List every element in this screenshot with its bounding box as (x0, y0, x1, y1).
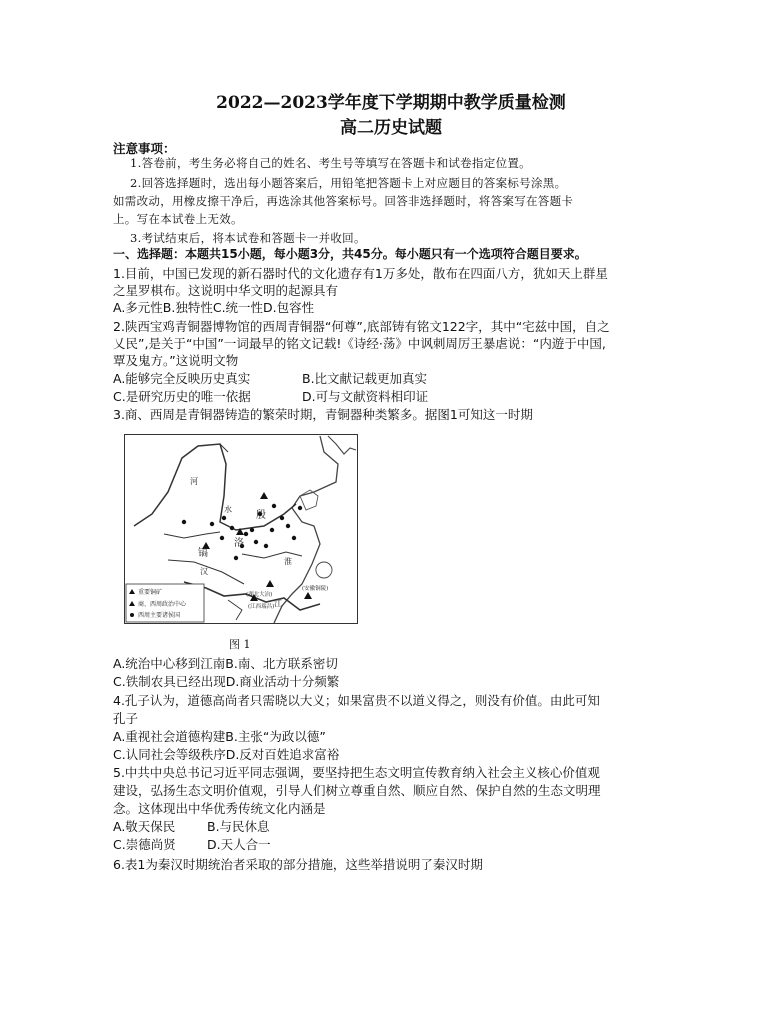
q1-stem-line1: 1.目前，中国已发现的新石器时代的文化遗存有1万多处，散布在四面八方，犹如天上群星 (113, 266, 608, 281)
map-label-ruichang: (江西瑞昌) (248, 604, 275, 610)
note-item-2-line1: 2.回答选择题时，选出每小题答案后，用铅笔把答题卡上对应题目的答案标号涂黑。 (130, 176, 567, 190)
map-label-luo: 洛 (234, 538, 244, 549)
q2-option-b: B.比文献记载更加真实 (302, 371, 428, 386)
q5-option-d: D.天人合一 (207, 837, 271, 852)
map-label-he: 河 (190, 477, 198, 486)
q1-stem-line2: 之星罗棋布。这说明中华文明的起源具有 (113, 283, 339, 298)
q4-options-line1: A.重视社会道德构建B.主张“为政以德” (113, 729, 326, 744)
q2-option-d: D.可与文献资料相印证 (302, 389, 429, 404)
q2-option-c: C.是研究历史的唯一依据 (113, 389, 251, 404)
map-label-jiang: 江 (274, 599, 282, 608)
notes-heading: 注意事项： (113, 141, 176, 156)
exam-title: 2022—2023学年度下学期期中教学质量检测 (216, 93, 566, 113)
legend-mine: 重要铜矿 (138, 589, 163, 596)
note-item-3: 3.考试结束后，将本试卷和答题卡一并收回。 (130, 231, 366, 245)
map-legend (126, 584, 204, 622)
map-label-tongling: (安徽铜陵) (302, 586, 329, 592)
q5-option-c: C.崇德尚贤 (113, 837, 176, 852)
exam-subtitle: 高二历史试题 (340, 118, 442, 138)
q6-stem: 6.表1为秦汉时期统治者采取的部分措施，这些举措说明了秦汉时期 (113, 857, 483, 872)
q2-option-a: A.能够完全反映历史真实 (113, 371, 251, 386)
legend-center: 商、西周政治中心 (138, 601, 187, 608)
map-label-hao: 镐 (198, 548, 208, 559)
q5-option-a: A.敬天保民 (113, 819, 176, 834)
q2-stem-line1: 2.陕西宝鸡青铜器博物馆的西周青铜器“何尊”,底部铸有铭文122字，其中“宅兹中国，自之 (113, 319, 610, 334)
map-label-yin: 殷 (256, 510, 266, 521)
note-item-2-line2: 如需改动，用橡皮擦干净后，再选涂其他答案标号。回答非选择题时，将答案写在答题卡 (113, 194, 574, 208)
map-label-huai: 淮 (284, 557, 292, 566)
note-item-1: 1.答卷前，考生务必将自己的姓名、考生号等填写在答题卡和试卷指定位置。 (130, 156, 531, 170)
q5-option-b: B.与民休息 (207, 819, 270, 834)
q3-options-line1: A.统治中心移到江南B.南、北方联系密切 (113, 656, 338, 671)
q3-stem: 3.商、西周是青铜器铸造的繁荣时期，青铜器种类繁多。据图1可知这一时期 (113, 407, 533, 422)
bronze-map-figure (124, 434, 358, 624)
legend-vassal: 西周主要诸侯国 (138, 612, 181, 619)
figure-caption: 图 1 (229, 638, 251, 651)
q5-stem-line2: 建设，弘扬生态文明价值观，引导人们树立尊重自然、顺应自然、保护自然的生态文明理 (113, 783, 601, 798)
map-label-han: 汉 (200, 567, 208, 576)
q4-stem-line1: 4.孔子认为，道德高尚者只需晓以大义；如果富贵不以道义得之，则没有价值。由此可知 (113, 693, 600, 708)
q5-stem-line1: 5.中共中央总书记习近平同志强调，要坚持把生态文明宣传教育纳入社会主义核心价值观 (113, 765, 600, 780)
map-label-daye: (湖北大冶) (246, 592, 273, 598)
q5-stem-line3: 念。这体现出中华优秀传统文化内涵是 (113, 801, 326, 816)
note-item-2-line3: 上。写在本试卷上无效。 (113, 212, 243, 226)
section-heading: 一、选择题：本题共15小题，每小题3分，共45分。每小题只有一个选项符合题目要求。 (113, 247, 587, 261)
q4-stem-line2: 孔子 (113, 711, 139, 726)
q1-options: A.多元性B.独特性C.统一性D.包容性 (113, 300, 315, 315)
q2-stem-line3: 覃及鬼方。”这说明文物 (113, 353, 239, 368)
map-label-shui: 水 (224, 505, 232, 514)
q2-stem-line2: 乂民”,是关于“中国”一词最早的铭文记载!《诗经·荡》中讽刺周厉王暴虐说：“内遊于中国, (113, 336, 606, 351)
q4-options-line2: C.认同社会等级秩序D.反对百姓追求富裕 (113, 747, 340, 762)
q3-options-line2: C.铁制农具已经出现D.商业活动十分频繁 (113, 674, 340, 689)
